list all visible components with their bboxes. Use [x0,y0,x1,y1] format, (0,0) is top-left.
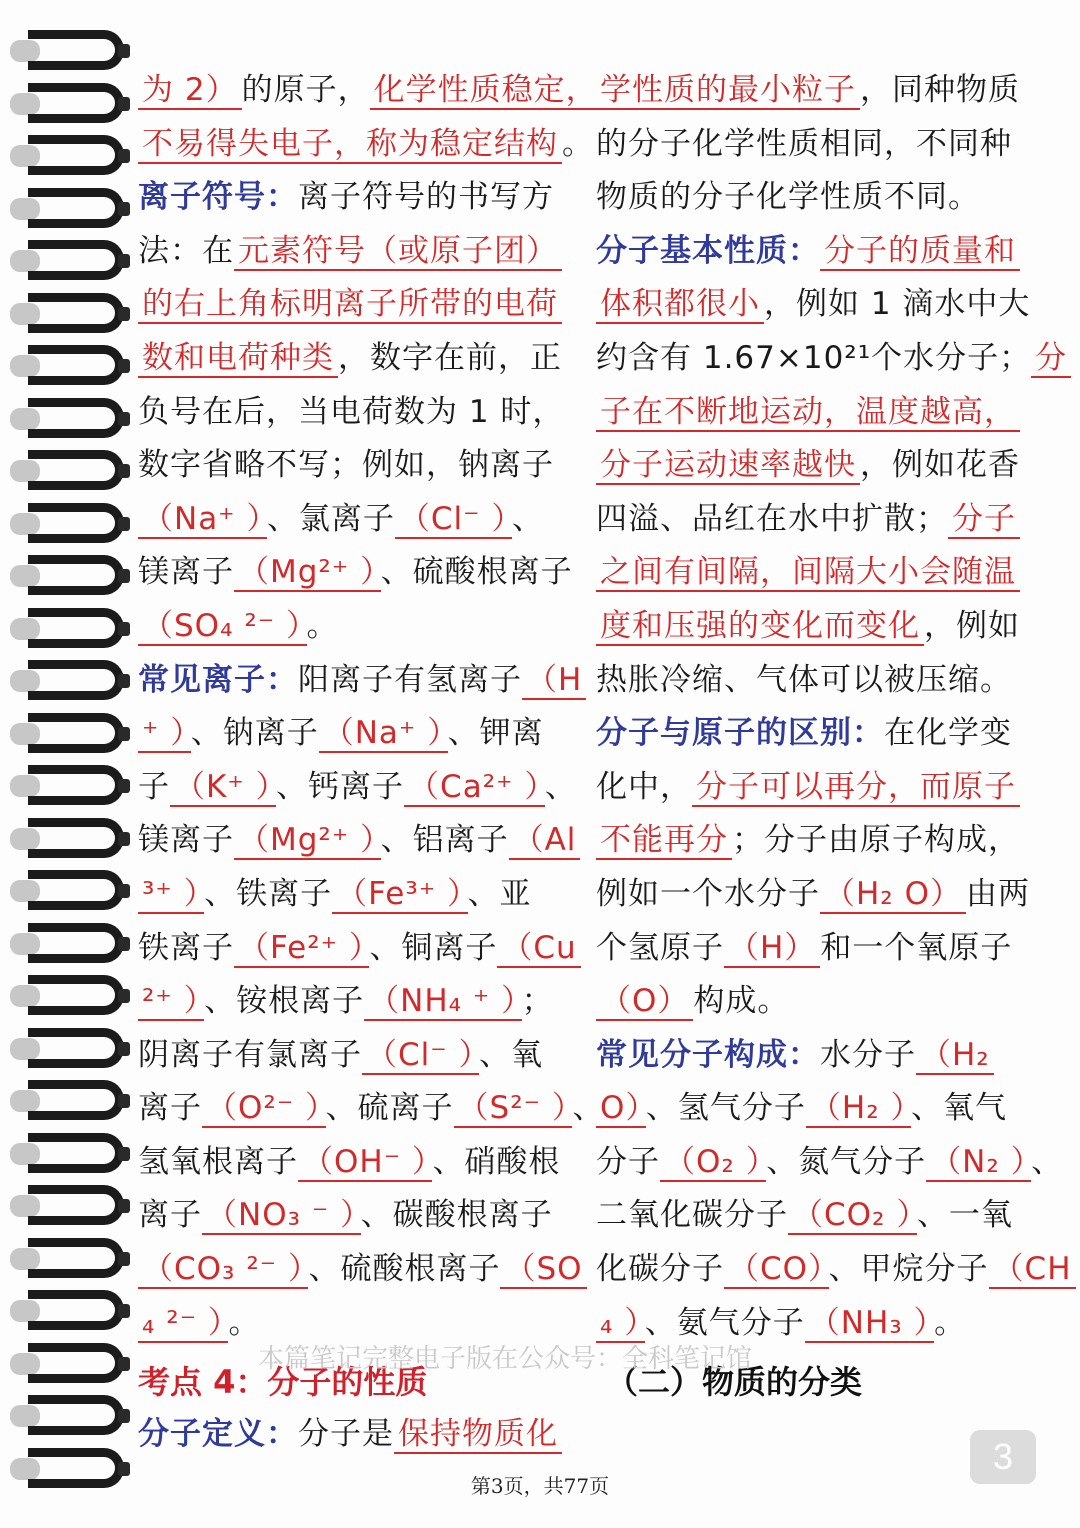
spiral-ring [10,765,130,809]
answer-text: （OH⁻ ） [298,1144,432,1182]
text-line [596,654,1026,708]
answer-text: （S²⁻ ） [454,1090,573,1128]
body-text: 例如一个水分子 [596,875,820,912]
term-label: 常见分子构成： [596,1036,820,1073]
answer-text: 保持物质化 [394,1416,562,1454]
answer-text: 分子运动速率越快 [596,447,860,485]
body-text: 阴离子有氯离子 [138,1036,362,1073]
body-text: 约含有 1.67×10²¹个水分子； [596,339,1032,376]
answer-text: 数和电荷种类 [138,340,338,378]
answer-text: （NH₄ ⁺ ） [364,983,522,1021]
answer-text: （H₂ ） [806,1090,911,1128]
text-line [138,1082,605,1136]
body-text: 物质的分子化学性质不同。 [596,179,980,216]
body-text: 、 [544,768,577,805]
body-text: 离子符号的书写方 [298,179,554,216]
term-label: 分子基本性质： [596,232,820,269]
right-column [596,64,1072,1350]
answer-text: （Mg²⁺ ） [234,554,381,592]
answer-text: （Cl⁻ ） [395,501,512,539]
body-text: 、硝酸根 [432,1143,561,1180]
answer-text: 不能再分 [596,822,732,860]
answer-text: （CO₃ ²⁻ ） [138,1251,308,1289]
section-heading-left: 考点 4：分子的性质 [138,1363,428,1401]
page-number-badge: 3 [970,1430,1036,1484]
answer-text: 分子可以再分，而原子 [692,769,1020,807]
spiral-ring [10,1028,130,1072]
answer-text: 之间有间隔，间隔大小会随温 [596,554,1020,592]
text-line [138,546,578,600]
spiral-ring [10,1395,130,1439]
answer-text: （H₂ [916,1037,994,1075]
body-text: ； [521,983,554,1020]
answer-text: （Fe³⁺ ） [332,876,467,914]
spiral-binding [0,30,140,1490]
body-text: ，例如 [924,607,1020,644]
text-line [596,761,1026,815]
spiral-ring [10,608,130,652]
body-text: ，同种物质 [860,72,1020,108]
answer-text: （H） [724,930,820,968]
spiral-ring [10,555,130,599]
answer-text: （Cu [497,930,580,968]
text-line [138,332,578,386]
text-line [138,922,578,976]
text-line [596,1136,1064,1190]
text-line [596,814,1026,868]
answer-text: （SO₄ ²⁻ ） [138,608,307,646]
answer-text: （Mg²⁺ ） [234,822,381,860]
body-text: 、氮气分子 [766,1143,927,1180]
body-text: 、亚 [467,875,532,912]
text-line [138,868,578,922]
answer-text: 度和压强的变化而变化 [596,608,924,646]
body-text: 、氨气分子 [644,1304,805,1341]
body-text: 负号在后，当电荷数为 1 时， [138,393,565,430]
text-line [138,386,578,440]
text-line [138,761,578,815]
spiral-ring [10,1185,130,1229]
body-text: ，数字在前，正 [338,339,562,376]
answer-text: （CO₂ ） [788,1197,917,1235]
answer-text: （O） [596,983,693,1021]
body-text: 、氯离子 [266,500,395,537]
text-line [596,225,1026,279]
term-label: 离子符号： [138,179,298,216]
body-text: 铁离子 [138,929,234,966]
text-line [596,1082,1026,1136]
answer-text: 元素符号（或原子团） [234,233,562,271]
answer-text: 分子的质量和 [820,233,1020,271]
text-line [596,546,1026,600]
text-line [596,171,1026,225]
term-label: 分子定义： [138,1416,298,1452]
spiral-ring [10,818,130,862]
spiral-ring [10,450,130,494]
spiral-ring [10,293,130,337]
body-text: 、氧气 [911,1090,1007,1127]
body-text: 氢氧根离子 [138,1143,298,1180]
text-line [138,814,578,868]
body-text: 。 [562,125,594,162]
answer-text: （Fe²⁺ ） [234,930,369,968]
body-text: 、硫酸根离子 [308,1251,501,1288]
text-line [138,1189,578,1243]
body-text: 分子 [596,1143,660,1180]
definition-line [138,1408,562,1462]
body-text: 镁离子 [138,822,234,859]
spiral-ring [10,1133,130,1177]
left-column [138,64,605,1350]
text-line [596,975,1026,1029]
body-text: 、 [511,500,544,537]
body-text: 热胀冷缩、气体可以被压缩。 [596,661,1012,698]
body-text: 离子 [138,1197,202,1234]
spiral-ring [10,660,130,704]
body-text: 、铝离子 [380,822,509,859]
text-line [596,278,1031,332]
spiral-ring [10,975,130,1019]
text-line [596,600,1026,654]
watermark: 本篇笔记完整电子版在公众号：全科笔记馆 [258,1344,753,1374]
spiral-ring [10,240,130,284]
body-text: 法：在 [138,232,234,269]
answer-text: （O₂ ） [660,1144,766,1182]
text-line [138,1136,578,1190]
spiral-ring [10,345,130,389]
body-text: 、氢气分子 [645,1090,806,1127]
text-line [596,922,1026,976]
text-line [596,1243,1072,1297]
answer-text: 为 2） [138,72,242,110]
body-text: 、铜离子 [369,929,498,966]
answer-text: （CH [989,1251,1076,1289]
body-text: 阳离子有氢离子 [298,661,522,698]
text-line [138,707,578,761]
answer-text: ²⁺ ） [138,983,204,1021]
text-line [596,118,1026,172]
body-text: 离子 [138,1090,202,1127]
answer-text: （NO₃ ⁻ ） [202,1197,361,1235]
spiral-ring [10,1238,130,1282]
body-text: 、甲烷分子 [828,1251,989,1288]
spiral-ring [10,188,130,232]
term-label: 常见离子： [138,661,298,698]
answer-text: （H [522,662,586,700]
body-text: 、 [572,1090,605,1127]
text-line [596,493,1026,547]
body-text: 由两 [966,875,1030,912]
answer-text: 分子 [948,501,1020,539]
text-line [596,439,1026,493]
answer-text: （Na⁺ ） [138,501,267,539]
body-text: 、铁离子 [204,875,333,912]
body-text: 子 [138,768,170,805]
body-text: ，例如花香 [860,447,1020,484]
text-line [138,600,578,654]
body-text: 。 [934,1304,967,1341]
body-text: 在化学变 [884,715,1012,752]
page-footer: 第3页，共77页 [470,1474,610,1498]
answer-text: 学性质的最小粒子 [596,72,860,110]
body-text: 的分子化学性质相同，不同种 [596,125,1012,162]
body-text: 。 [306,607,339,644]
answer-text: （H₂ O） [820,876,966,914]
spiral-ring [10,713,130,757]
answer-text: O） [596,1090,646,1128]
body-text: 、一氧 [916,1197,1013,1234]
body-text: 和一个氧原子 [820,929,1013,966]
body-text: 四溢、品红在水中扩散； [596,500,948,537]
body-text: 数字省略不写；例如，钠离子 [138,447,554,484]
body-text: ，例如 1 滴水中大 [764,286,1031,323]
answer-text: 的右上角标明离子所带的电荷 [138,286,562,324]
text-line [138,225,578,279]
text-line [138,171,578,225]
spiral-ring [10,30,130,74]
body-text: 分子是 [298,1416,394,1452]
body-text: 、钠离子 [190,715,319,752]
spiral-ring [10,398,130,442]
answer-text: 不易得失电子，称为稳定结构 [138,126,562,164]
text-line [138,1243,583,1297]
answer-text: （Al [509,822,581,860]
text-line [596,707,1026,761]
text-line [596,1189,1026,1243]
text-line [596,1029,1026,1083]
text-line [596,386,1026,440]
answer-text: ₄ ²⁻ ） [138,1305,228,1343]
body-text: 、钾离 [447,715,544,752]
body-text: 、 [1031,1143,1064,1180]
text-line [138,654,583,708]
body-text: 、钙离子 [276,768,405,805]
body-text: 个氢原子 [596,929,724,966]
answer-text: 子在不断地运动，温度越高， [596,394,1020,432]
text-line [138,118,594,172]
body-text: 的原子， [241,72,370,108]
answer-text: （N₂ ） [926,1144,1031,1182]
answer-text: ³⁺ ） [138,876,204,914]
text-line [138,1029,578,1083]
answer-text: 化学性质稳定， [370,72,602,110]
body-text: ；分子由原子构成， [732,822,1020,859]
body-text: 、铵根离子 [204,983,365,1020]
text-line [596,868,1030,922]
spiral-ring [10,1080,130,1124]
text-line [596,64,1026,118]
answer-text: 分 [1031,340,1071,378]
body-text: 水分子 [820,1036,916,1073]
text-line [138,493,578,547]
spiral-ring [10,923,130,967]
answer-text: （Ca²⁺ ） [404,769,545,807]
answer-text: （K⁺ ） [170,769,276,807]
answer-text: ⁺ ） [138,715,191,753]
answer-text: （CO） [724,1251,829,1289]
text-line [138,439,578,493]
answer-text: （Cl⁻ ） [362,1037,479,1075]
text-line [138,64,598,118]
answer-text: （SO [500,1251,586,1289]
body-text: 、氧 [478,1036,543,1073]
answer-text: （Na⁺ ） [319,715,448,753]
text-line [138,975,578,1029]
term-label: 分子与原子的区别： [596,715,884,752]
answer-text: 体积都很小 [596,286,764,324]
answer-text: （NH₃ ） [805,1305,934,1343]
body-text: 、硫酸根离子 [380,554,573,591]
spiral-ring [10,870,130,914]
answer-text: （O²⁻ ） [202,1090,326,1128]
body-text: 。 [228,1304,261,1341]
body-text: 化碳分子 [596,1251,724,1288]
body-text: 、碳酸根离子 [360,1197,553,1234]
spiral-ring [10,1290,130,1334]
body-text: 、硫离子 [325,1090,454,1127]
spiral-ring [10,83,130,127]
body-text: 化中， [596,768,692,805]
spiral-ring [10,1343,130,1387]
body-text: 镁离子 [138,554,234,591]
spiral-ring [10,503,130,547]
body-text: 构成。 [693,983,790,1020]
body-text: 二氧化碳分子 [596,1197,788,1234]
spiral-ring [10,135,130,179]
answer-text: ₄ ） [596,1305,645,1343]
text-line [596,332,1068,386]
text-line [138,278,578,332]
section-heading-right: （二）物质的分类 [606,1363,863,1401]
